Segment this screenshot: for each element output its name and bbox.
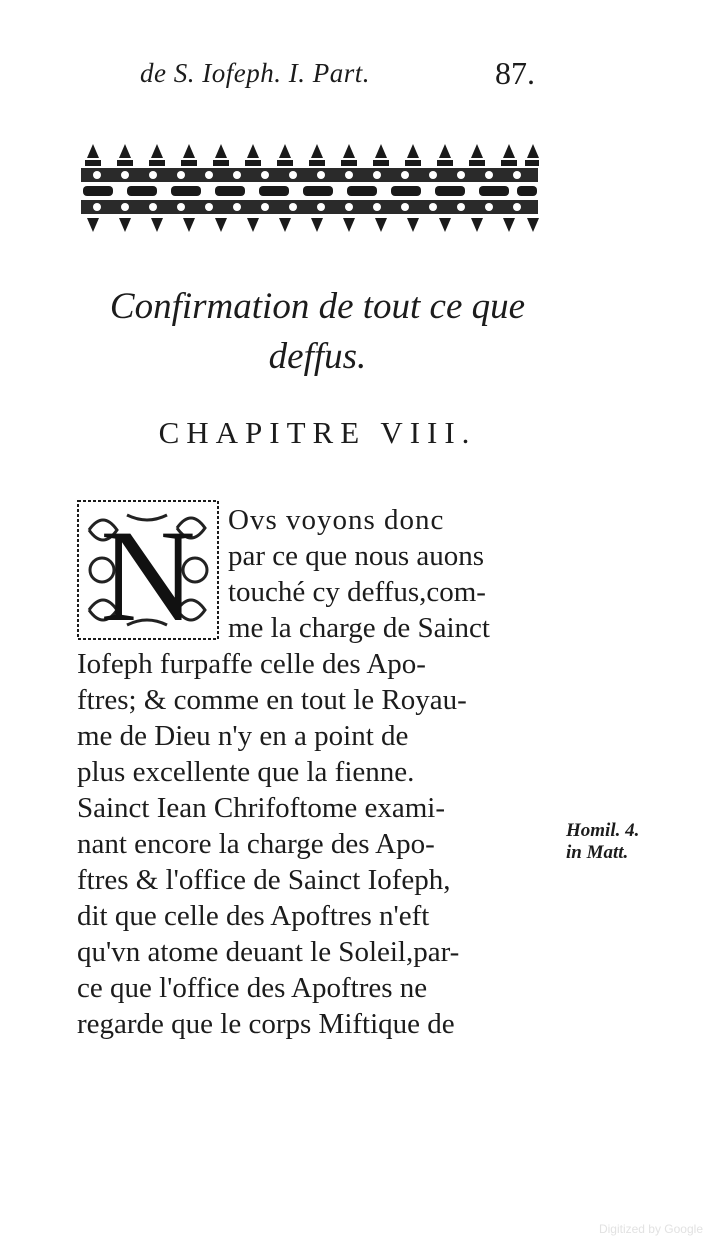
text-line: ce que l'office des Apoftres ne [77, 972, 428, 1004]
text-line: touché cy deffus,com- [228, 576, 486, 608]
chapter-title-line-1: Confirmation de tout ce que [109, 286, 526, 327]
drop-cap-ornament [77, 500, 219, 640]
ornament-band [77, 130, 542, 245]
text-line: nant encore la charge des Apo- [77, 828, 435, 860]
text-line: ftres; & comme en tout le Royau- [77, 684, 467, 716]
text-line: par ce que nous auons [228, 540, 485, 572]
running-head: de S. Iofeph. I. Part. [140, 58, 370, 88]
text-line: qu'vn atome deuant le Soleil,par- [77, 936, 460, 968]
text-line: Iofeph furpaffe celle des Apo- [77, 648, 426, 680]
text-line: me la charge de Sainct [228, 612, 490, 644]
text-line: regarde que le corps Miftique de [77, 1008, 455, 1040]
margin-note-line-1: Homil. 4. [566, 820, 640, 841]
text-line: plus excellente que la fienne. [77, 756, 415, 788]
text-line: ftres & l'office de Sainct Iofeph, [77, 864, 451, 896]
text-line: Ovs voyons donc [228, 504, 445, 536]
chapter-title [80, 282, 555, 382]
chapter-title-line-2: deffus. [268, 336, 367, 377]
page-number: 87. [495, 55, 535, 91]
margin-note [566, 820, 639, 864]
text-line: Sainct Iean Chrifoftome exami- [77, 792, 446, 824]
drop-cap-letter: N [100, 502, 196, 640]
watermark: Digitized by Google [598, 1222, 703, 1236]
margin-note-line-2: in Matt. [566, 842, 629, 863]
chapter-number: CHAPITRE VIII. [158, 415, 477, 450]
text-line: me de Dieu n'y en a point de [77, 720, 409, 752]
text-line: dit que celle des Apoftres n'eft [77, 900, 430, 932]
